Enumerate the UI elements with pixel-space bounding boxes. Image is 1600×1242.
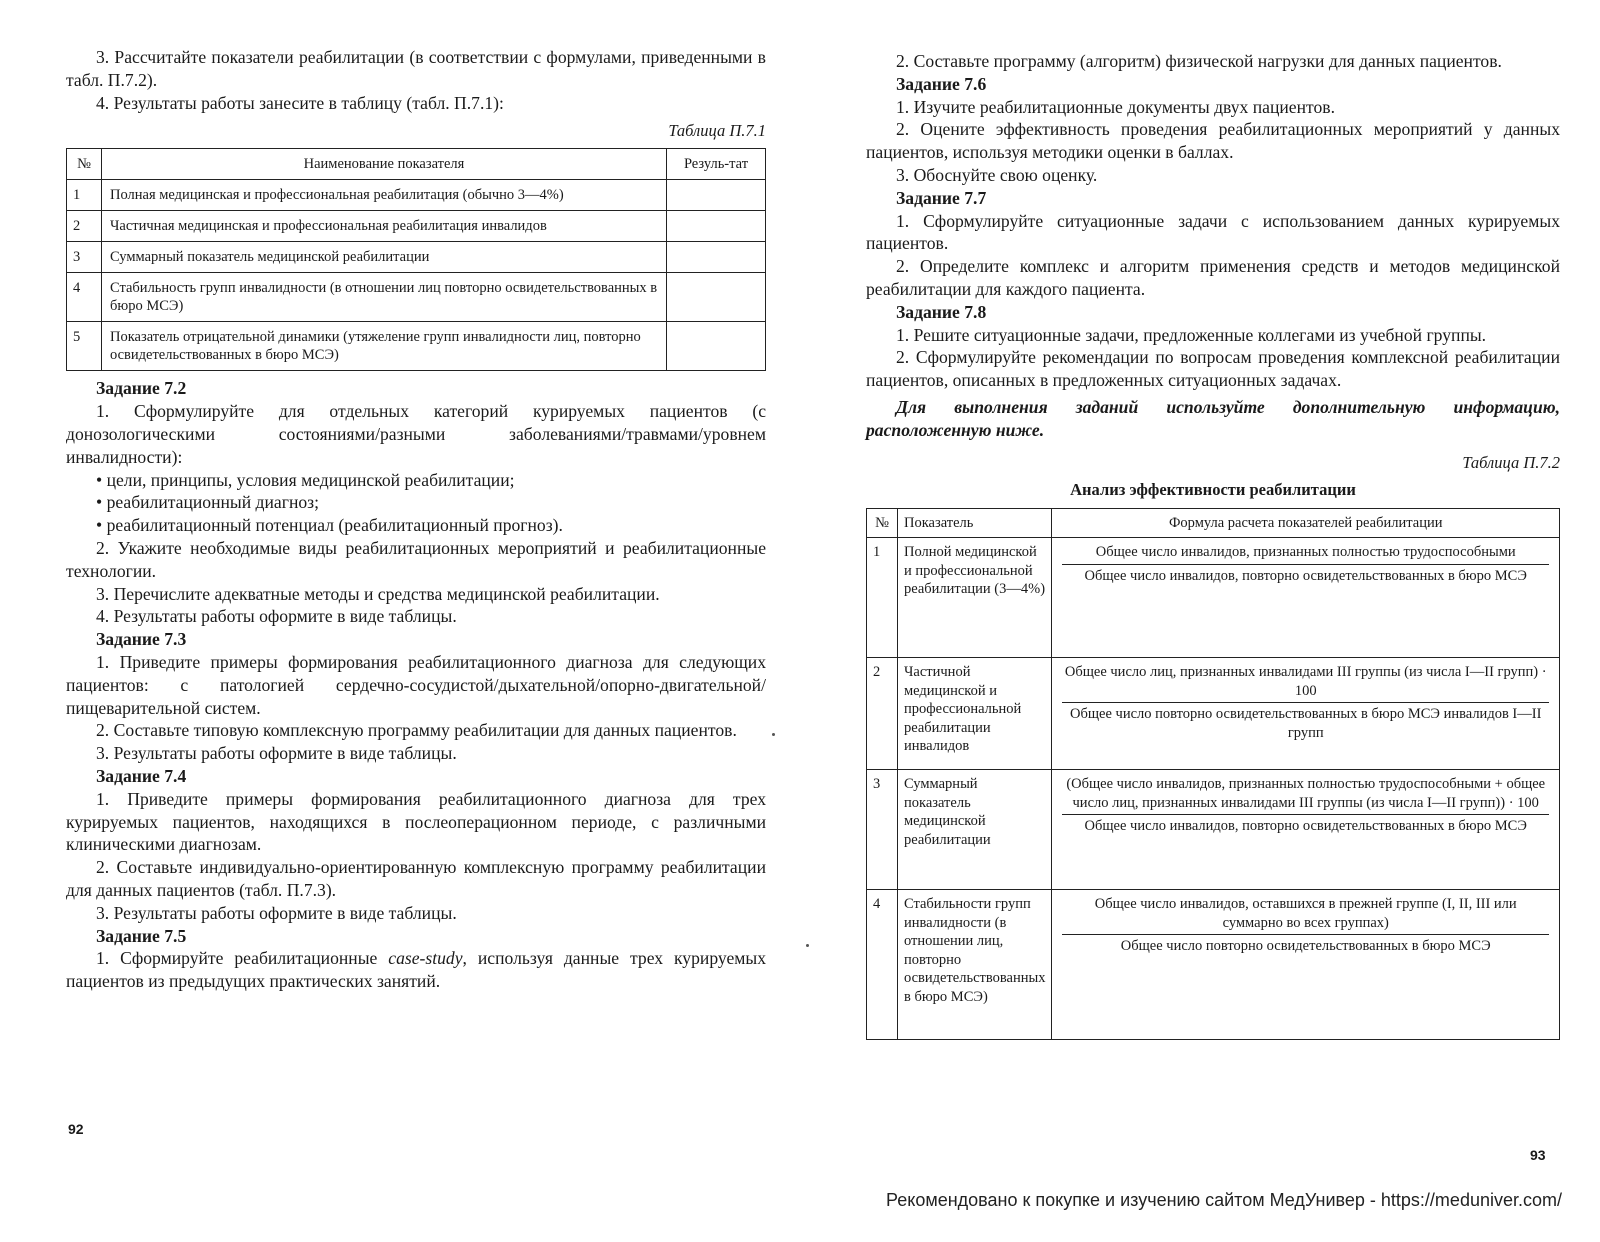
- right-top-paragraph: 2. Составьте программу (алгоритм) физической нагрузки для данных пациентов.: [896, 51, 1502, 71]
- table-row: [67, 242, 766, 273]
- row-name: Суммарный показатель медицинской реабилитации: [102, 242, 667, 273]
- table-row: [867, 538, 1560, 658]
- task-7-4-title: Задание 7.4: [96, 765, 187, 786]
- row-name: Показатель отрицательной динамики (утяжеление групп инвалидности лиц, повторно освидетельствованных в бюро МСЭ): [102, 322, 667, 371]
- row-formula: [1052, 658, 1560, 770]
- row-formula: [1052, 770, 1560, 890]
- task-7-8-p2: 2. Сформулируйте рекомендации по вопросам проведения комплексной реабилитации пациентов, описанных в предложенных ситуационных задачах.: [866, 347, 1560, 391]
- task-7-7-p2: 2. Определите комплекс и алгоритм применения средств и методов медицинской реабилитации для каждого пациента.: [866, 256, 1560, 299]
- row-name: Стабильность групп инвалидности (в отношении лиц повторно освидетельствованных в бюро МСЭ): [102, 273, 667, 322]
- task-7-2-p1: 1. Сформулируйте для отдельных категорий курируемых пациентов (с донозологическими состояниями/разными заболеваниями/травмами/уровнем инвалидности):: [66, 401, 766, 467]
- list-item: • реабилитационный диагноз;: [96, 491, 766, 514]
- row-number: 5: [67, 322, 102, 371]
- table1-header-row: [67, 149, 766, 180]
- row-name: Частичная медицинская и профессиональная реабилитация инвалидов: [102, 211, 667, 242]
- scan-speck: [772, 733, 775, 736]
- intro-paragraph-3: 3. Рассчитайте показатели реабилитации (в соответствии с формулами, приведенными в табл. П.7.2).: [66, 47, 766, 90]
- table2-header-row: [867, 508, 1560, 538]
- row-formula: [1052, 538, 1560, 658]
- row-number: 2: [67, 211, 102, 242]
- task-7-3-p2: 2. Составьте типовую комплексную программу реабилитации для данных пациентов.: [96, 720, 737, 741]
- page-number-left: 92: [68, 1121, 84, 1137]
- task-7-4-p1: 1. Приведите примеры формирования реабилитационного диагноза для трех курируемых пациентов, находящихся в послеоперационном периоде, с различными клиническими диагнозам.: [66, 788, 766, 855]
- row-result: [667, 180, 766, 211]
- task-7-8-p1: 1. Решите ситуационные задачи, предложенные коллегами из учебной группы.: [896, 324, 1487, 345]
- scan-speck: [806, 944, 809, 947]
- formula-fraction: [1058, 775, 1553, 836]
- table2-caption: Таблица П.7.2: [1462, 452, 1560, 472]
- task-7-4-p3: 3. Результаты работы оформите в виде таблицы.: [96, 902, 457, 923]
- formula-denominator: Общее число инвалидов, повторно освидетельствованных в бюро МСЭ: [1084, 567, 1527, 584]
- row-result: [667, 211, 766, 242]
- formula-fraction: [1058, 663, 1553, 742]
- formula-numerator: Общее число инвалидов, оставшихся в прежней группе (I, II, III или суммарно во всех группах): [1062, 895, 1549, 935]
- task-7-5-p1-start: 1. Сформируйте реабилитационные: [96, 948, 389, 969]
- table2-title: Анализ эффективности реабилитации: [1070, 479, 1356, 499]
- intro-paragraph-4: 4. Результаты работы занесите в таблицу (табл. П.7.1):: [96, 92, 504, 113]
- table2-header-indicator: Показатель: [898, 508, 1052, 538]
- row-result: [667, 273, 766, 322]
- row-indicator: Суммарный показатель медицинской реабилитации: [898, 770, 1052, 890]
- table-row: [867, 890, 1560, 1040]
- table-row: [67, 273, 766, 322]
- row-indicator: Стабильности групп инвалидности (в отношении лиц, повторно освидетельствованных в бюро МСЭ): [898, 890, 1052, 1040]
- task-7-3-p1: 1. Приведите примеры формирования реабилитационного диагноза для следующих пациентов: с патологией сердечно-сосудистой/дыхательной/опорно-двигательной/пищеварительной систем.: [66, 651, 766, 718]
- row-result: [667, 242, 766, 273]
- row-number: 1: [867, 538, 898, 658]
- formula-denominator: Общее число инвалидов, повторно освидетельствованных в бюро МСЭ: [1084, 818, 1527, 835]
- formula-numerator: Общее число лиц, признанных инвалидами III группы (из числа I—II групп) · 100: [1062, 663, 1549, 703]
- row-name: Полная медицинская и профессиональная реабилитация (обычно 3—4%): [102, 180, 667, 211]
- list-item: • цели, принципы, условия медицинской реабилитации;: [96, 469, 766, 492]
- formula-denominator: Общее число повторно освидетельствованных в бюро МСЭ инвалидов I—II групп: [1070, 706, 1542, 741]
- row-result: [667, 322, 766, 371]
- row-number: 2: [867, 658, 898, 770]
- task-7-5-title: Задание 7.5: [96, 925, 187, 946]
- table2-header-formula: Формула расчета показателей реабилитации: [1052, 508, 1560, 538]
- table-row: [67, 211, 766, 242]
- row-indicator: Частичной медицинской и профессиональной реабилитации инвалидов: [898, 658, 1052, 770]
- task-7-3-title: Задание 7.3: [96, 629, 187, 650]
- task-7-8-title: Задание 7.8: [896, 301, 987, 322]
- task-7-5-p1: [66, 947, 766, 993]
- table1-header-num: №: [67, 149, 102, 180]
- row-number: 1: [67, 180, 102, 211]
- table2-header-num: №: [867, 508, 898, 538]
- formula-fraction: [1058, 895, 1553, 956]
- table-row: [867, 658, 1560, 770]
- case-study-term: case-study: [388, 948, 463, 969]
- formula-numerator: (Общее число инвалидов, признанных полностью трудоспособными + общее число лиц, признанных инвалидами III группы (из числа I—II групп)) · 100: [1062, 775, 1549, 815]
- task-7-6-p3: 3. Обоснуйте свою оценку.: [896, 164, 1098, 185]
- task-7-7-title: Задание 7.7: [896, 187, 987, 208]
- task-7-2-p2: 2. Укажите необходимые виды реабилитационных мероприятий и реабилитационные технологии.: [66, 537, 766, 581]
- task-7-5-p1-end: , используя данные трех курируемых пациентов из предыдущих практических занятий.: [66, 948, 767, 992]
- row-number: 4: [867, 890, 898, 1040]
- right-page: [866, 50, 1560, 1040]
- row-number: 3: [67, 242, 102, 273]
- row-number: 4: [67, 273, 102, 322]
- task-7-3-p3: 3. Результаты работы оформите в виде таблицы.: [96, 743, 457, 764]
- formula-numerator: Общее число инвалидов, признанных полностью трудоспособными: [1062, 543, 1549, 565]
- table-row: [867, 770, 1560, 890]
- task-7-6-title: Задание 7.6: [896, 73, 987, 94]
- table1-header-name: Наименование показателя: [102, 149, 667, 180]
- emphasis-note: Для выполнения заданий используйте дополнительную информацию, расположенную ниже.: [866, 396, 1560, 440]
- task-7-7-p1: 1. Сформулируйте ситуационные задачи с использованием данных курируемых пациентов.: [866, 210, 1560, 254]
- row-formula: [1052, 890, 1560, 1040]
- table2: [866, 508, 1560, 1041]
- task-7-2-title: Задание 7.2: [96, 378, 187, 399]
- task-7-2-p3: 3. Перечислите адекватные методы и средства медицинской реабилитации.: [96, 583, 660, 604]
- table1-caption: Таблица П.7.1: [668, 121, 766, 141]
- row-number: 3: [867, 770, 898, 890]
- table-row: [67, 322, 766, 371]
- list-item: • реабилитационный потенциал (реабилитационный прогноз).: [96, 514, 766, 537]
- page-number-right: 93: [1530, 1147, 1546, 1163]
- table1-header-result: Резуль-тат: [667, 149, 766, 180]
- task-7-4-p2: 2. Составьте индивидуально-ориентированную комплексную программу реабилитации для данных пациентов (табл. П.7.3).: [66, 857, 766, 900]
- table-row: [67, 180, 766, 211]
- footer-watermark-text: Рекомендовано к покупке и изучению сайтом МедУнивер - https://meduniver.com/: [886, 1190, 1562, 1210]
- task-7-6-p2: 2. Оцените эффективность проведения реабилитационных мероприятий у данных пациентов, используя методики оценки в баллах.: [866, 119, 1560, 163]
- task-7-6-p1: 1. Изучите реабилитационные документы двух пациентов.: [896, 96, 1335, 117]
- row-indicator: Полной медицинской и профессиональной реабилитации (3—4%): [898, 538, 1052, 658]
- table1: [66, 148, 766, 371]
- left-page: [66, 46, 766, 993]
- formula-denominator: Общее число повторно освидетельствованных в бюро МСЭ: [1120, 938, 1491, 955]
- task-7-2-p4: 4. Результаты работы оформите в виде таблицы.: [96, 606, 457, 627]
- task-7-2-bullets: [66, 469, 766, 537]
- formula-fraction: [1058, 543, 1553, 585]
